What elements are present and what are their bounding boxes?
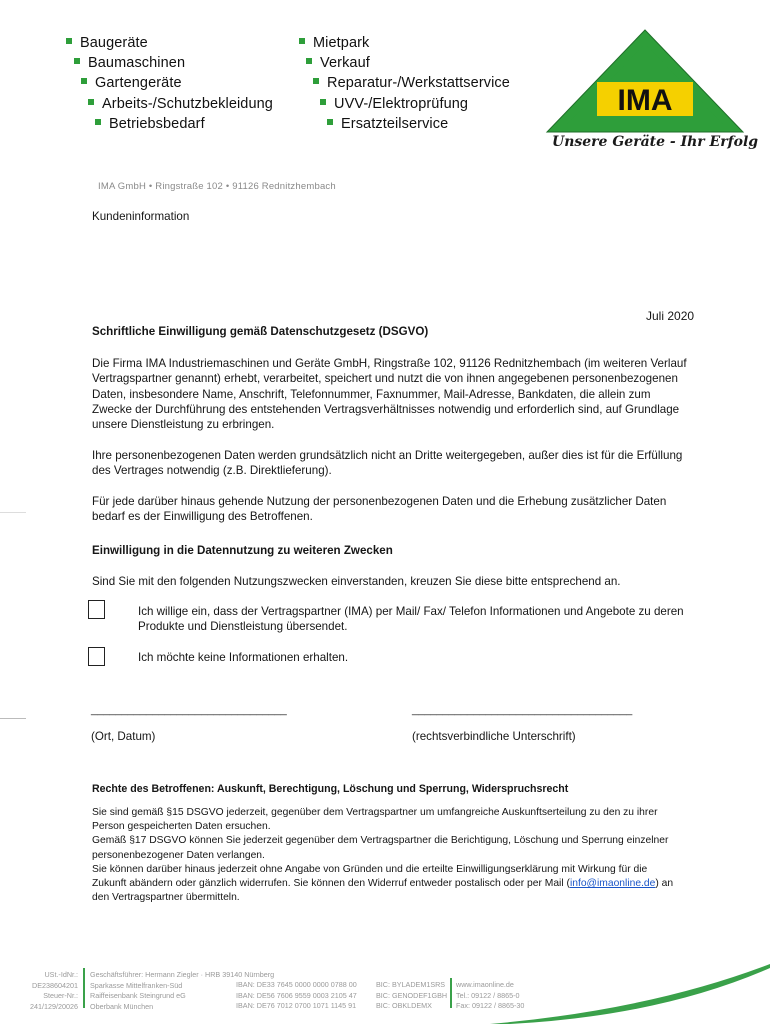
text-line: Die Firma IMA Industriemaschinen und Geräte GmbH, Ringstraße 102, 91126 Rednitzhembach (im weiteren Verlauf xyxy=(92,357,687,370)
bullet-square-icon xyxy=(327,119,333,125)
text-span: ) an xyxy=(655,878,674,890)
bullet-square-icon xyxy=(88,99,94,105)
text-line: unsere Dienstleistung zu erbringen. xyxy=(92,418,275,432)
footer-divider xyxy=(83,968,85,1008)
signature-line-signature: ____________________________________ xyxy=(412,704,633,716)
footer-line: Raiffeisenbank Steingrund eG xyxy=(90,991,186,1001)
text-line: Ich willige ein, dass der Vertragspartner (IMA) per Mail/ Fax/ Telefon Informationen und Angebote zu deren xyxy=(138,605,684,618)
footer-line: DE238604201 xyxy=(32,980,78,990)
text-line: den Vertragspartner übermitteln. xyxy=(92,892,240,904)
text-line: des Vertrages notwendig (z.B. Direktlieferung). xyxy=(92,464,332,478)
email-link[interactable]: info@imaonline.de xyxy=(569,878,656,890)
text-line: Vertragspartner genannt) erhebt, verarbeitet, speichert und nutzt die von ihnen angegebenen personenbezogenen xyxy=(92,372,678,386)
footer-line: Geschäftsführer: Hermann Ziegler · HRB 39140 Nürnberg xyxy=(90,970,275,979)
letter-date: Juli 2020 xyxy=(646,309,695,323)
footer-line: USt.-IdNr.: xyxy=(44,970,78,979)
info-label: Kundeninformation xyxy=(92,210,190,223)
footer-tax xyxy=(30,970,78,1012)
rights-heading: Rechte des Betroffenen: Auskunft, Berechtigung, Löschung und Sperrung, Widerspruchsrecht xyxy=(92,783,569,795)
text-line: Daten, insbesondere Name, Anschrift, Telefonnummer, Faxnummer, Mail-Adresse, Bankdaten, die allein zum xyxy=(92,387,651,401)
footer-line: BIC: BYLADEM1SRS xyxy=(376,980,446,989)
footer-line: BIC: GENODEF1GBH xyxy=(376,990,448,1000)
text-line: Ihre personenbezogenen Daten werden grundsätzlich nicht an Dritte weitergegeben, außer dies ist für die Erfüllung xyxy=(92,449,683,462)
service-item: Mietpark xyxy=(299,35,369,51)
rights-text xyxy=(92,806,673,905)
service-item: Ersatzteilservice xyxy=(327,116,448,132)
fold-mark xyxy=(0,512,26,513)
footer-line: Fax: 09122 / 8865-30 xyxy=(456,1001,525,1011)
footer-line: BIC: OBKLDEMX xyxy=(376,1001,432,1011)
service-item: Arbeits-/Schutzbekleidung xyxy=(88,96,273,112)
logo-text: IMA xyxy=(617,84,673,117)
text-line: Person gespeicherten Daten ersuchen. xyxy=(92,821,271,833)
text-line: Sie sind gemäß §15 DSGVO jederzeit, gegenüber dem Vertragspartner um umfangreiche Auskunftserteilung zu den zu ihrer xyxy=(92,807,658,818)
text-line xyxy=(92,877,673,891)
slogan: Unsere Geräte - Ihr Erfolg xyxy=(552,134,759,150)
service-item: UVV-/Elektroprüfung xyxy=(320,96,468,112)
place-date-label: (Ort, Datum) xyxy=(91,730,156,743)
signature-line-place: ________________________________ xyxy=(91,704,287,716)
option-decline-label: Ich möchte keine Informationen erhalten. xyxy=(138,651,349,664)
bullet-square-icon xyxy=(320,99,326,105)
footer-line: IBAN: DE76 7012 0700 1071 1145 91 xyxy=(236,1001,357,1011)
text-line: Produkte und Dienstleistung übersendet. xyxy=(138,620,348,634)
consent-question: Sind Sie mit den folgenden Nutzungszwecken einverstanden, kreuzen Sie diese bitte entsprechend an. xyxy=(92,575,621,588)
paragraph-2 xyxy=(92,448,682,479)
bullet-square-icon xyxy=(299,38,305,44)
text-line: Gemäß §17 DSGVO können Sie jederzeit gegenüber dem Vertragspartner die Berichtigung, Löschung und Sperrung einzelner xyxy=(92,835,669,847)
service-item: Verkauf xyxy=(306,55,370,71)
footer-line: IBAN: DE33 7645 0000 0000 0788 00 xyxy=(236,980,357,989)
text-line: Sie können darüber hinaus jederzeit ohne Angabe von Gründen und die erteilte Einwilligungserklärung mit Wirkung für die xyxy=(92,863,648,875)
bullet-square-icon xyxy=(81,78,87,84)
text-line: Für jede darüber hinaus gehende Nutzung der personenbezogenen Daten und die Erhebung zusätzlicher Daten xyxy=(92,495,667,508)
footer-swoosh xyxy=(470,960,770,1024)
bullet-square-icon xyxy=(95,119,101,125)
sender-line: IMA GmbH • Ringstraße 102 • 91126 Rednitzhembach xyxy=(98,181,336,192)
service-item: Gartengeräte xyxy=(81,75,182,91)
footer-line: 241/129/20026 xyxy=(30,1001,78,1011)
text-line: bedarf es der Einwilligung des Betroffenen. xyxy=(92,510,313,524)
footer-line: Tel.: 09122 / 8865-0 xyxy=(456,990,520,1000)
subject: Schriftliche Einwilligung gemäß Datenschutzgesetz (DSGVO) xyxy=(92,325,429,338)
text-span: Zukunft abändern oder gänzlich widerrufen. Sie können den Widerruf entweder postalisch oder per Mail ( xyxy=(92,878,570,890)
ima-logo xyxy=(545,28,745,136)
bullet-square-icon xyxy=(66,38,72,44)
paragraph-1 xyxy=(92,356,687,432)
footer-line: Steuer-Nr.: xyxy=(43,991,78,1001)
paragraph-3 xyxy=(92,494,666,525)
footer-divider xyxy=(450,978,452,1008)
footer-line: Sparkasse Mittelfranken-Süd xyxy=(90,980,183,990)
consent-heading: Einwilligung in die Datennutzung zu weiteren Zwecken xyxy=(92,544,393,557)
service-item: Betriebsbedarf xyxy=(95,116,205,132)
footer-line: IBAN: DE56 7606 9559 0003 2105 47 xyxy=(236,990,357,1000)
bullet-square-icon xyxy=(74,58,80,64)
footer-line: Oberbank München xyxy=(90,1001,154,1011)
signature-label: (rechtsverbindliche Unterschrift) xyxy=(412,730,576,743)
option-consent-label xyxy=(138,604,684,635)
decline-checkbox[interactable] xyxy=(88,647,105,666)
bullet-square-icon xyxy=(306,58,312,64)
footer-bic xyxy=(376,980,447,1012)
service-item: Reparatur-/Werkstattservice xyxy=(313,75,510,91)
text-line: personenbezogener Daten verlangen. xyxy=(92,849,265,861)
service-item: Baugeräte xyxy=(66,35,148,51)
footer-iban xyxy=(236,980,357,1012)
punch-mark xyxy=(0,718,26,719)
service-item: Baumaschinen xyxy=(74,55,185,71)
consent-checkbox[interactable] xyxy=(88,600,105,619)
text-line: Zwecke der Durchführung des entstehenden Vertragsverhältnisses notwendig und erforderlich sind, auf Grundlage xyxy=(92,402,680,416)
bullet-square-icon xyxy=(313,78,319,84)
footer-line: www.imaonline.de xyxy=(456,980,514,989)
